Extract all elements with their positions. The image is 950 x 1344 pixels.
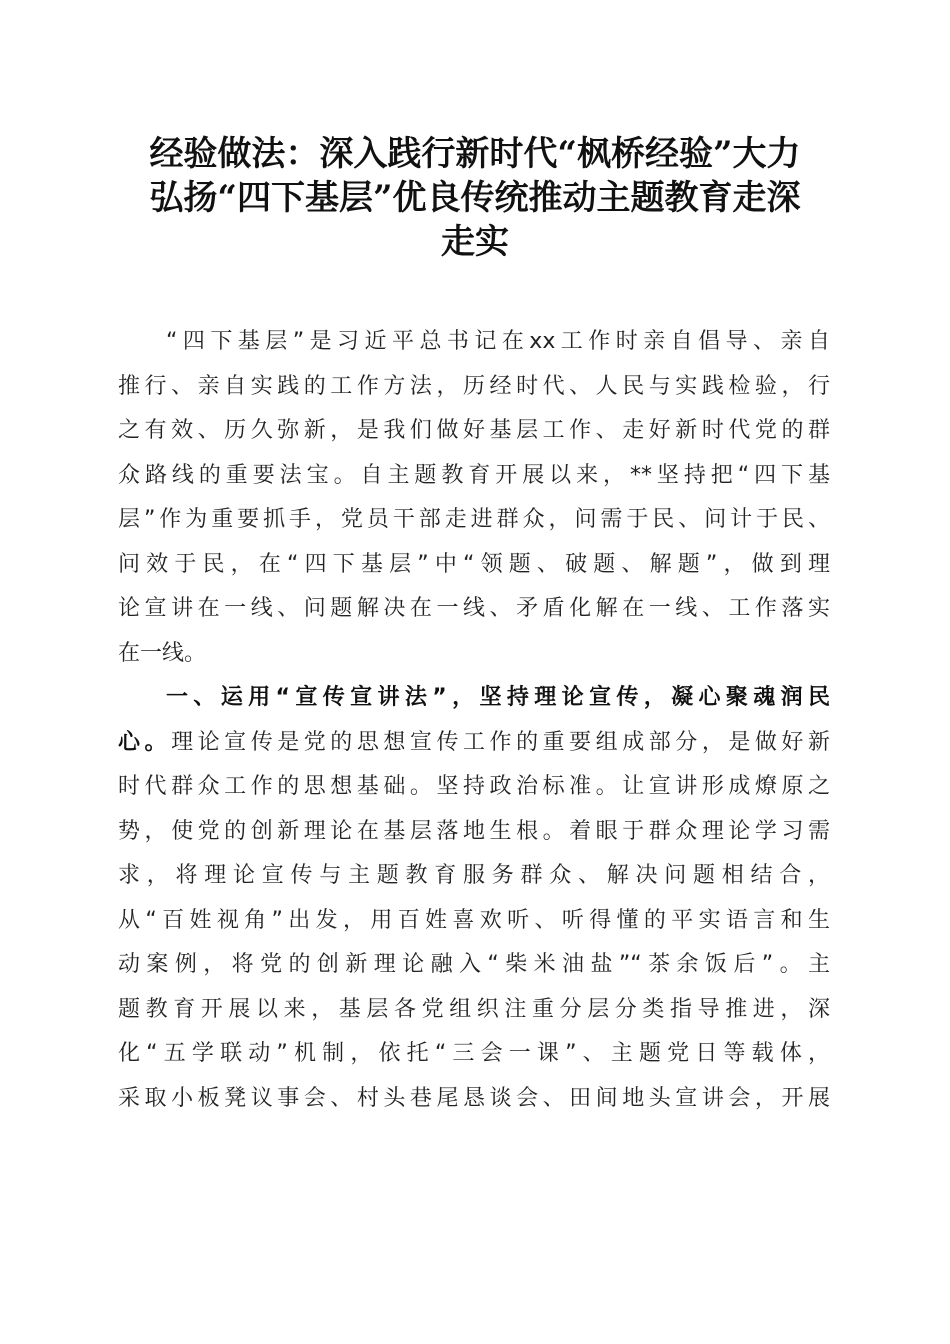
- section-heading-end: 心。: [118, 729, 172, 755]
- paragraph-line: 动案例，将党的创新理论融入“柴米油盐”“茶余饭后”。主: [118, 952, 830, 977]
- section-one-paragraph: [118, 676, 830, 1121]
- paragraph-line: 推行、亲自实践的工作方法，历经时代、人民与实践检验，行: [118, 373, 830, 399]
- paragraph-line: 在一线。: [118, 640, 207, 666]
- paragraph-line-text: 理论宣传是党的思想宣传工作的重要组成部分，是做好新: [171, 729, 830, 755]
- paragraph-line: 采取小板凳议事会、村头巷尾恳谈会、田间地头宣讲会，开展: [118, 1085, 830, 1111]
- section-heading-line: 一、运用“宣传宣讲法”，坚持理论宣传，凝心聚魂润民: [166, 685, 830, 710]
- paragraph-line: 时代群众工作的思想基础。坚持政治标准。让宣讲形成燎原之: [118, 774, 830, 799]
- paragraph-line: 众路线的重要法宝。自主题教育开展以来，**坚持把“四下基: [118, 462, 830, 488]
- paragraph-line: 化“五学联动”机制，依托“三会一课”、主题党日等载体，: [118, 1041, 830, 1066]
- paragraph-line: 题教育开展以来，基层各党组织注重分层分类指导推进，深: [118, 996, 830, 1022]
- paragraph-line: [118, 721, 830, 766]
- paragraph-line: 问效于民，在“四下基层”中“领题、破题、解题”，做到理: [118, 551, 830, 577]
- paragraph-line: “四下基层”是习近平总书记在xx工作时亲自倡导、亲自: [166, 329, 830, 354]
- paragraph-line: 之有效、历久弥新，是我们做好基层工作、走好新时代党的群: [118, 418, 830, 443]
- title-line-3: 走实: [441, 222, 509, 262]
- paragraph-line: 求，将理论宣传与主题教育服务群众、解决问题相结合，: [118, 863, 830, 888]
- intro-paragraph: [118, 320, 830, 676]
- title-line-2: 弘扬“四下基层”优良传统推动主题教育走深: [149, 178, 801, 218]
- paragraph-line: 层”作为重要抓手，党员干部走进群众，问需于民、问计于民、: [118, 507, 830, 532]
- paragraph-line: 从“百姓视角”出发，用百姓喜欢听、听得懂的平实语言和生: [118, 907, 830, 933]
- paragraph-line: 势，使党的创新理论在基层落地生根。着眼于群众理论学习需: [118, 818, 830, 844]
- document-title: [110, 132, 840, 264]
- paragraph-line: 论宣讲在一线、问题解决在一线、矛盾化解在一线、工作落实: [118, 596, 830, 621]
- title-line-1: 经验做法：深入践行新时代“枫桥经验”大力: [149, 134, 801, 174]
